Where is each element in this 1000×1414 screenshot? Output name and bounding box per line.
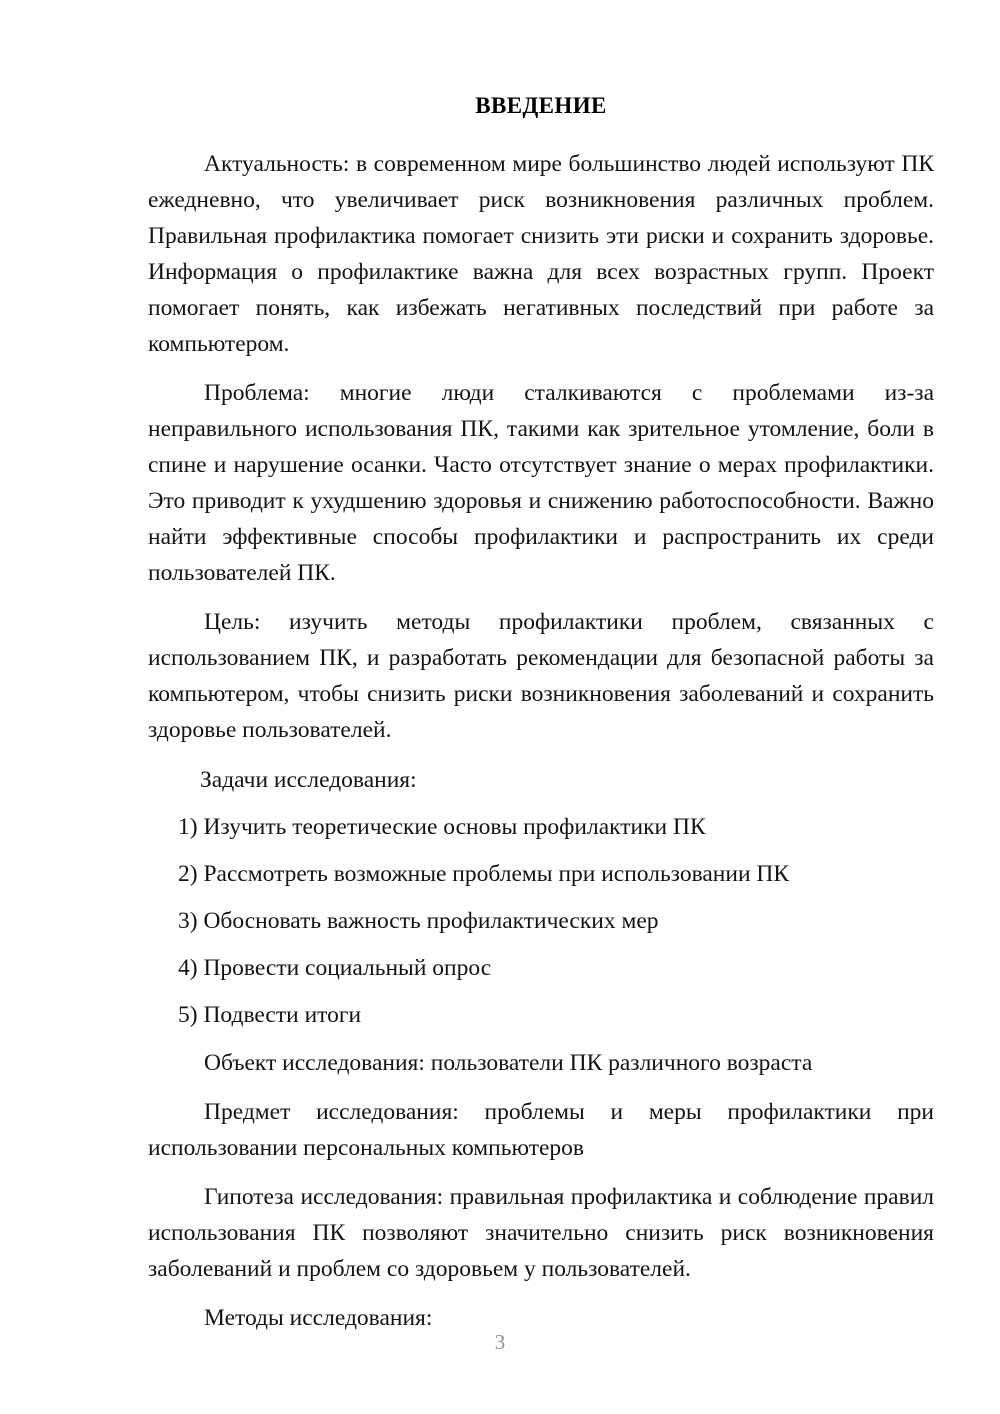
methods-heading: Методы исследования:: [204, 1304, 433, 1331]
tasks-heading: Задачи исследования:: [200, 766, 417, 793]
page-title: ВВЕДЕНИЕ: [475, 93, 607, 118]
list-item: 2) Рассмотреть возможные проблемы при использовании ПК: [178, 860, 790, 887]
paragraph-problem: Проблема: многие люди сталкиваются с проблемами из-за неправильного использования ПК, такими как зрительное утомление, боли в спине и нарушение осанки. Часто отсутствует знание о мерах профилактики. Это приводит к ухудшению здоровья и снижению работоспособности. Важно найти эффективные способы профилактики и распространить их среди пользователей ПК.: [148, 379, 934, 586]
paragraph-object-of-study: Объект исследования: пользователи ПК различного возраста: [204, 1049, 813, 1076]
page-number: 3: [494, 1330, 506, 1354]
list-item: 3) Обосновать важность профилактических мер: [178, 907, 659, 934]
list-item: 1) Изучить теоретические основы профилактики ПК: [178, 813, 706, 840]
paragraph-subject-of-study: Предмет исследования: проблемы и меры профилактики при использовании персональных компьютеров: [148, 1098, 934, 1161]
paragraph-relevance: Актуальность: в современном мире большинство людей используют ПК ежедневно, что увеличивает риск возникновения различных проблем. Правильная профилактика помогает снизить эти риски и сохранить здоровье. Информация о профилактике важна для всех возрастных групп. Проект помогает понять, как избежать негативных последствий при работе за компьютером.: [148, 150, 934, 357]
paragraph-goal: Цель: изучить методы профилактики проблем, связанных с использованием ПК, и разработать рекомендации для безопасной работы за компьютером, чтобы снизить риски возникновения заболеваний и сохранить здоровье пользователей.: [148, 608, 934, 743]
list-item: 5) Подвести итоги: [178, 1001, 362, 1028]
list-item: 4) Провести социальный опрос: [178, 954, 492, 981]
document-content: [148, 0, 934, 1336]
paragraph-hypothesis: Гипотеза исследования: правильная профилактика и соблюдение правил использования ПК позволяют значительно снизить риск возникновения заболеваний и проблем со здоровьем у пользователей.: [148, 1183, 934, 1282]
tasks-list: [148, 809, 934, 1033]
